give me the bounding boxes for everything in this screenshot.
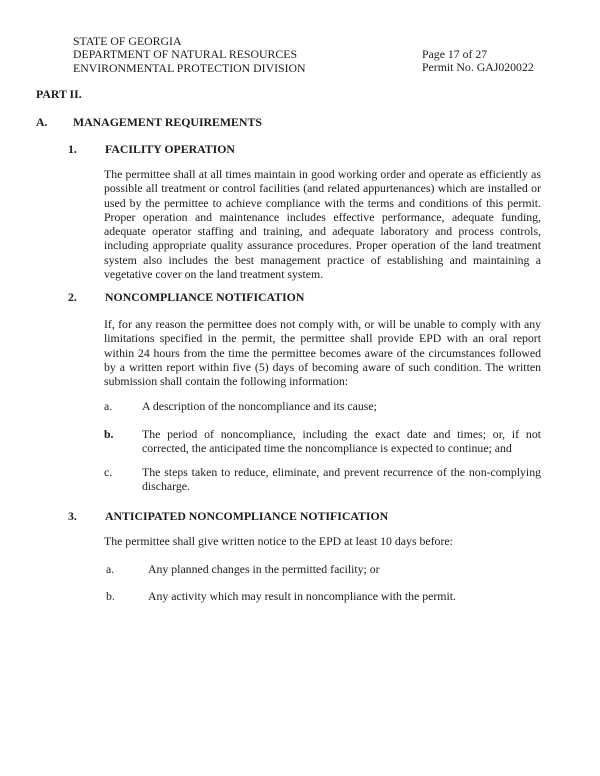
subsection-1-heading	[68, 142, 235, 156]
subsection-2-heading	[68, 290, 304, 304]
subsection-3-title: ANTICIPATED NONCOMPLIANCE NOTIFICATION	[105, 509, 389, 523]
header-line-division: ENVIRONMENTAL PROTECTION DIVISION	[73, 60, 306, 75]
subsection-1-number: 1.	[68, 142, 77, 156]
subsection-2-number: 2.	[68, 290, 77, 304]
list-item-2c-letter: c.	[104, 465, 113, 479]
subsection-1-title: FACILITY OPERATION	[105, 142, 235, 156]
part-heading: PART II.	[36, 87, 82, 101]
list-item-3b	[106, 589, 541, 603]
subsection-3-number: 3.	[68, 509, 77, 523]
subsection-1-paragraph: The permittee shall at all times maintain in good working order and operate as efficiently as possible all treatment or control facilities (and related appurtenances) which are installed or used by the permittee to achieve compliance with the terms and conditions of this permit. Proper operation and maintenance includes effective performance, adequate funding, adequate operator staffing and training, and adequate laboratory and process controls, including appropriate quality assurance procedures. Proper operation of the land treatment system also includes the best management practice of establishing and maintaining a vegetative cover on the land treatment system.	[104, 167, 541, 282]
section-a-letter: A.	[36, 115, 48, 129]
list-item-3b-letter: b.	[106, 589, 115, 603]
page-number: Page 17 of 27	[422, 47, 488, 61]
list-item-2a	[104, 399, 541, 413]
header-line-department: DEPARTMENT OF NATURAL RESOURCES	[73, 47, 298, 62]
list-item-3a-letter: a.	[106, 562, 115, 576]
subsection-2-paragraph: If, for any reason the permittee does not comply with, or will be unable to comply with any limitations specified in the permit, the permittee shall provide EPD with an oral report within 24 hours from the time the permittee becomes aware of the circumstances followed by a written report within five (5) days of becoming aware of such condition. The written submission shall contain the following information:	[104, 317, 541, 389]
subsection-3-paragraph: The permittee shall give written notice to the EPD at least 10 days before:	[104, 534, 453, 548]
permit-number: Permit No. GAJ020022	[422, 60, 534, 75]
list-item-3a	[106, 562, 541, 576]
section-a-title: MANAGEMENT REQUIREMENTS	[73, 115, 262, 129]
list-item-2a-letter: a.	[104, 399, 113, 413]
section-a-heading	[36, 115, 262, 129]
document-header-meta	[422, 48, 534, 75]
list-item-3b-text: Any activity which may result in noncompliance with the permit.	[148, 589, 456, 603]
subsection-3-heading	[68, 509, 388, 523]
header-line-state: STATE OF GEORGIA	[73, 34, 182, 48]
list-item-2b	[104, 427, 541, 456]
subsection-2-title: NONCOMPLIANCE NOTIFICATION	[105, 290, 305, 304]
list-item-2b-text: The period of noncompliance, including the exact date and times; or, if not corrected, the anticipated time the noncompliance is expected to continue; and	[142, 427, 541, 456]
list-item-2c-text: The steps taken to reduce, eliminate, and prevent recurrence of the non-complying discharge.	[142, 465, 541, 494]
list-item-2a-text: A description of the noncompliance and its cause;	[142, 399, 377, 413]
list-item-2b-letter: b.	[104, 427, 114, 441]
document-header-agency	[73, 35, 306, 75]
list-item-2c	[104, 465, 541, 494]
list-item-3a-text: Any planned changes in the permitted facility; or	[148, 562, 380, 576]
